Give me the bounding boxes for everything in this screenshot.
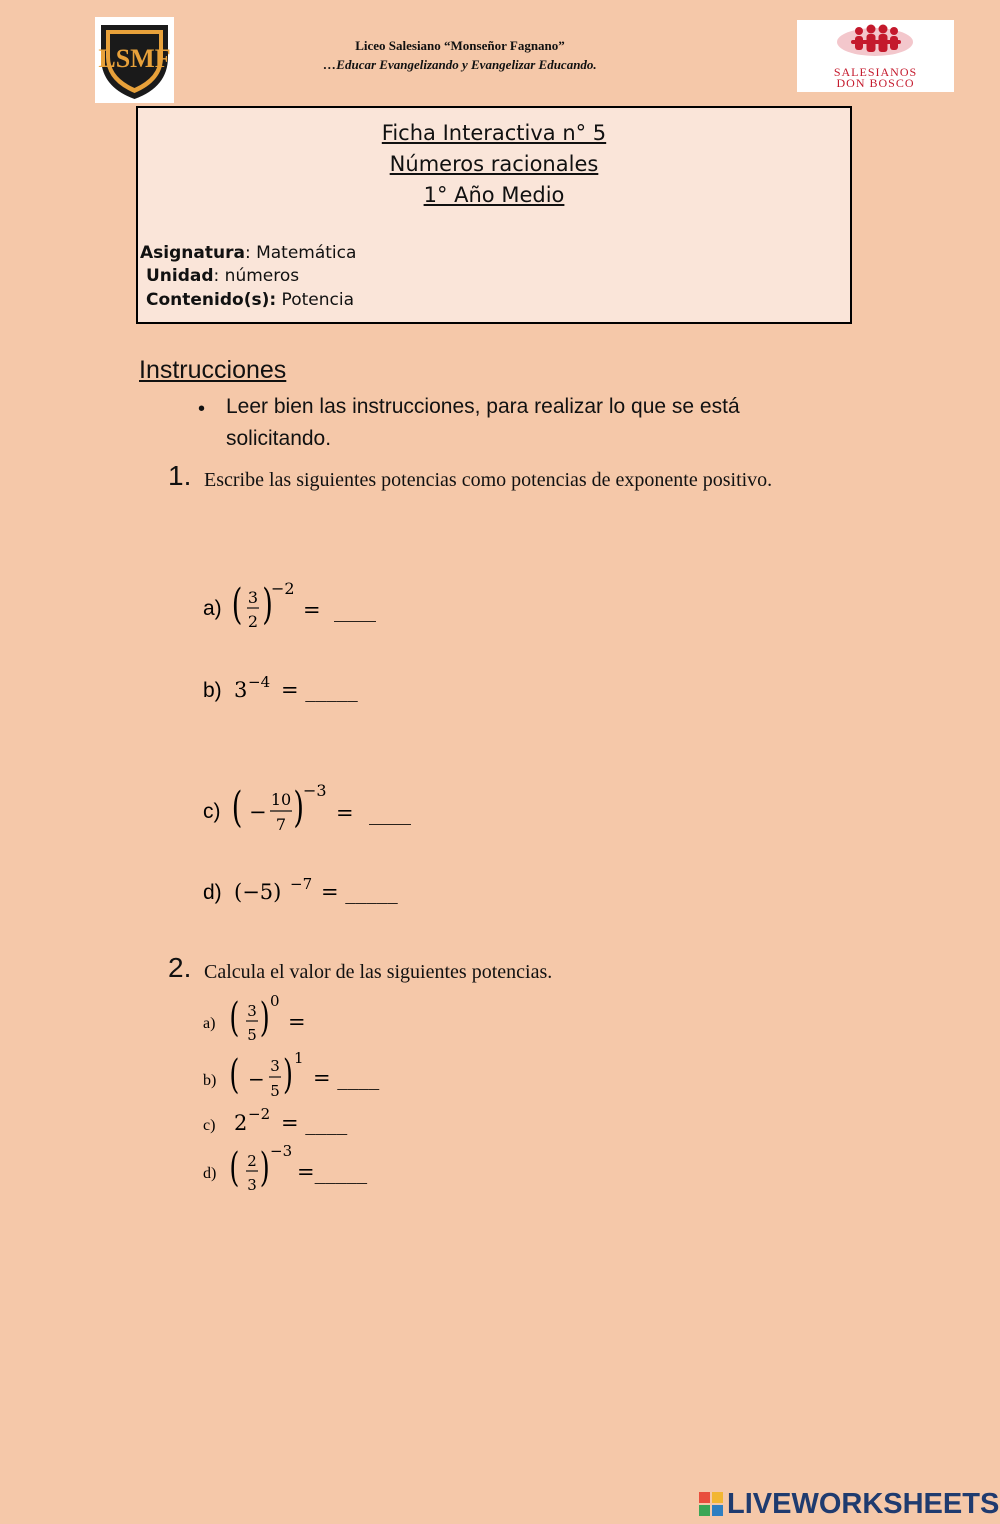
q1c-label: c) (203, 800, 221, 823)
q2b-exponent: 1 (294, 1049, 304, 1067)
q2b-denominator: 5 (270, 1082, 280, 1100)
q2a-denominator: 5 (247, 1026, 257, 1044)
salesianos-text: SALESIANOS (833, 65, 918, 79)
shield-monogram: LSMF (98, 44, 171, 73)
school-motto: …Educar Evangelizando y Evangelizar Educando. (323, 57, 597, 72)
q1b-answer-blank[interactable]: = _____ (281, 678, 358, 702)
q2b-sign: − (248, 1067, 265, 1091)
q1d-answer-blank[interactable]: = _____ (321, 880, 398, 904)
subject-label: Asignatura (140, 243, 245, 263)
svg-text:): ) (293, 783, 305, 833)
svg-text:): ) (259, 994, 270, 1041)
svg-text:): ) (262, 580, 273, 630)
q1c-equals: = (336, 801, 354, 825)
q1c-exponent: −3 (303, 781, 327, 800)
q2c-base: 2 (234, 1111, 248, 1135)
q2c-answer-blank[interactable]: = ____ (281, 1111, 348, 1135)
svg-text:(: ( (229, 1051, 240, 1098)
liveworksheets-logo-icon (699, 1492, 723, 1516)
salesianos-logo (797, 20, 954, 92)
q1-item-d (203, 872, 423, 912)
q1b-base: 3 (234, 678, 248, 702)
q2b-answer-blank[interactable]: = ____ (313, 1066, 380, 1090)
q2-text: Calcula el valor de las siguientes potencias. (204, 961, 553, 983)
unit-line (146, 265, 299, 287)
q2d-denominator: 3 (247, 1176, 257, 1194)
unit-value: : números (213, 266, 300, 286)
don-bosco-text: DON BOSCO (836, 76, 915, 90)
q1a-blank[interactable]: ____ (334, 598, 376, 622)
school-shield-logo (95, 17, 174, 103)
instructions-title: Instrucciones (139, 356, 287, 384)
q1d-exponent: −7 (290, 875, 313, 893)
instructions-bullet: Leer bien las instrucciones, para realizar lo que se está solicitando. (226, 395, 740, 450)
q1c-numerator: 10 (270, 790, 292, 809)
q1a-equals: = (303, 598, 321, 622)
q2-item-c (203, 1104, 403, 1140)
unit-label: Unidad (146, 266, 214, 286)
content-line (146, 289, 354, 311)
q2d-answer-blank[interactable]: =_____ (297, 1160, 368, 1184)
svg-text:(: ( (229, 1144, 240, 1191)
q2a-label: a) (203, 1015, 216, 1032)
q2d-numerator: 2 (247, 1152, 257, 1170)
worksheet-grade: 1° Año Medio (423, 183, 565, 207)
q1-item-b (203, 670, 403, 710)
school-header (230, 36, 690, 74)
q2c-exponent: −2 (248, 1105, 271, 1123)
q2a-exponent: 0 (270, 992, 280, 1010)
svg-text:): ) (283, 1051, 293, 1098)
q2a-numerator: 3 (247, 1002, 257, 1020)
worksheet-title: Ficha Interactiva n° 5 (381, 121, 607, 145)
q1b-exponent: −4 (248, 673, 271, 691)
svg-text:): ) (259, 1144, 270, 1191)
q2d-exponent: −3 (270, 1142, 293, 1160)
bullet-icon: • (198, 398, 206, 420)
q1-item-a (203, 575, 403, 635)
q1a-numerator: 3 (247, 588, 259, 607)
svg-text:(: ( (231, 580, 243, 630)
q2c-label: c) (203, 1117, 216, 1134)
q2-item-b (203, 1047, 403, 1105)
q2-item-a (203, 990, 363, 1048)
title-box (136, 106, 852, 324)
q1c-sign: − (249, 800, 267, 824)
q1a-label: a) (203, 597, 222, 620)
q1-item-c (203, 778, 433, 838)
q1b-label: b) (203, 679, 222, 702)
content-value: Potencia (276, 290, 354, 310)
svg-text:(: ( (229, 994, 240, 1041)
q1-text: Escribe las siguientes potencias como potencias de exponente positivo. (204, 469, 773, 491)
liveworksheets-watermark: LIVEWORKSHEETS (727, 1488, 1000, 1520)
subject-value: : Matemática (244, 243, 357, 263)
q2-number: 2. (168, 952, 192, 983)
q1c-denominator: 7 (275, 815, 287, 834)
q2b-label: b) (203, 1072, 217, 1089)
content-label: Contenido(s): (146, 290, 277, 310)
q1d-label: d) (203, 881, 222, 904)
q1d-base: (−5) (234, 880, 282, 904)
q1a-denominator: 2 (247, 612, 259, 631)
svg-text:(: ( (231, 783, 243, 833)
subject-line (140, 242, 356, 264)
worksheet-topic: Números racionales (389, 152, 599, 176)
school-name: Liceo Salesiano “Monseñor Fagnano” (355, 38, 565, 53)
q2-item-d (203, 1140, 403, 1198)
q2b-numerator: 3 (270, 1057, 280, 1075)
q1c-blank[interactable]: ____ (369, 801, 411, 825)
q1a-exponent: −2 (271, 579, 295, 598)
q1-number: 1. (168, 460, 192, 491)
q2a-equals: = (288, 1010, 306, 1034)
q2d-label: d) (203, 1165, 217, 1182)
